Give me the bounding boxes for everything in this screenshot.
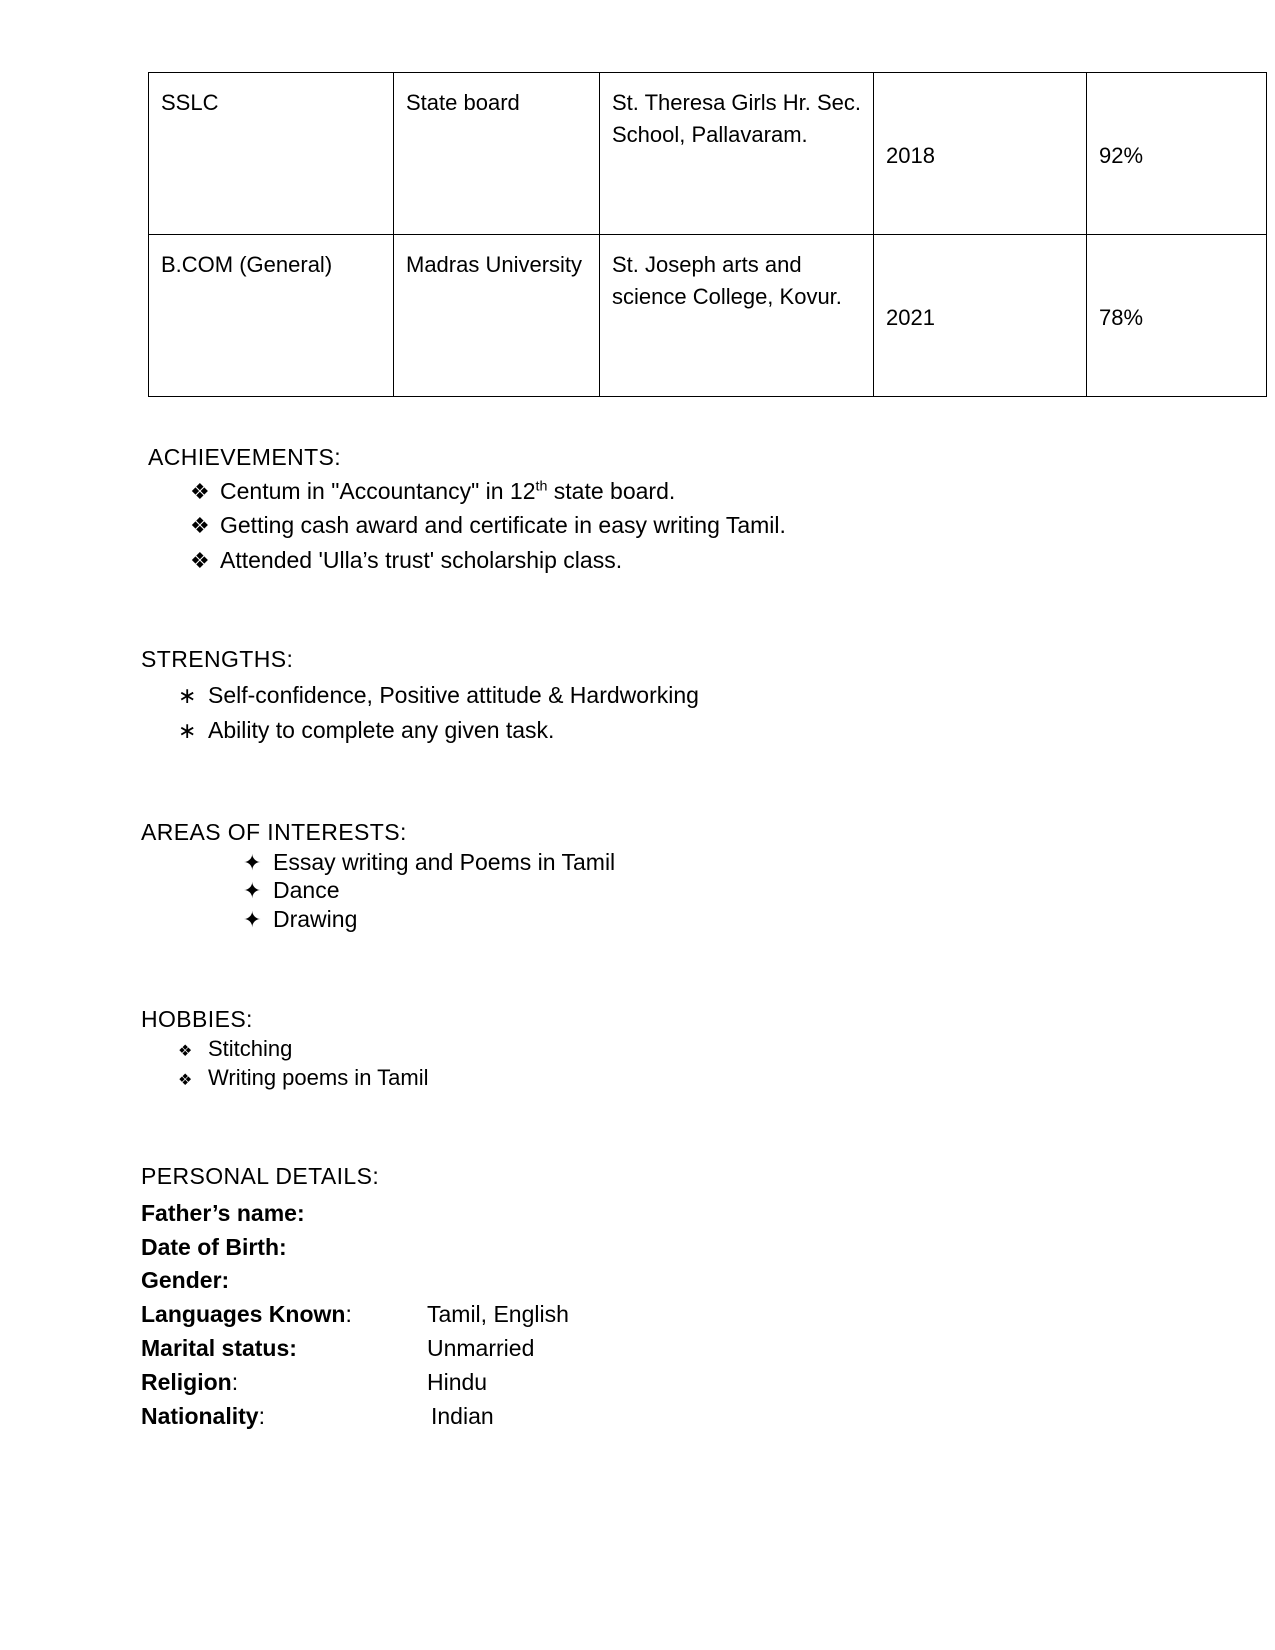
cell-board: State board (394, 73, 600, 235)
interest-text-2: Dance (273, 877, 340, 903)
list-item (243, 877, 339, 904)
list-item (243, 906, 357, 933)
list-item (190, 478, 675, 505)
diamond-bullet-icon: ❖ (190, 513, 210, 538)
cell-percentage: 78% (1087, 235, 1267, 397)
education-table-wrapper (148, 72, 1151, 397)
cell-year: 2018 (874, 73, 1087, 235)
strengths-heading: STRENGTHS: (141, 646, 294, 672)
list-item (178, 682, 699, 709)
label-fathers-name: Father’s name: (141, 1200, 305, 1226)
cell-qualification: B.COM (General) (149, 235, 394, 397)
cell-institution: St. Theresa Girls Hr. Sec. School, Pallavaram. (600, 73, 874, 235)
cell-qualification: SSLC (149, 73, 394, 235)
value-marital-status: Unmarried (427, 1335, 535, 1361)
value-religion: Hindu (427, 1369, 488, 1395)
label-nationality: Nationality (141, 1403, 259, 1429)
personal-detail-row-date-of-birth (141, 1234, 287, 1261)
strength-text-2: Ability to complete any given task. (208, 717, 555, 743)
diamond-bullet-icon: ❖ (190, 548, 210, 573)
personal-details-heading: PERSONAL DETAILS: (141, 1163, 380, 1189)
label-religion: Religion (141, 1369, 232, 1395)
asterisk-bullet-icon: ∗ (178, 718, 197, 743)
diamond-bullet-icon: ❖ (190, 479, 210, 504)
small-diamond-bullet-icon: ❖ (178, 1072, 193, 1089)
cell-year: 2021 (874, 235, 1087, 397)
small-diamond-bullet-icon: ❖ (178, 1043, 193, 1060)
list-item (178, 717, 554, 744)
hobbies-heading: HOBBIES: (141, 1006, 253, 1032)
list-item (178, 1065, 428, 1091)
education-table (148, 72, 1267, 397)
sparkle-bullet-icon: ✦ (243, 907, 262, 932)
achievement-text-3: Attended 'Ulla’s trust' scholarship class. (220, 547, 623, 573)
strength-text-1: Self-confidence, Positive attitude & Hardworking (208, 682, 699, 708)
list-item (178, 1036, 292, 1062)
value-nationality: Indian (431, 1403, 494, 1429)
asterisk-bullet-icon: ∗ (178, 683, 197, 708)
achievement-text-1: Centum in "Accountancy" in 12th state board. (220, 478, 676, 504)
sparkle-bullet-icon: ✦ (243, 850, 262, 875)
personal-detail-row-nationality (141, 1403, 265, 1430)
label-date-of-birth: Date of Birth: (141, 1234, 287, 1260)
personal-detail-row-religion (141, 1369, 238, 1396)
personal-detail-row-languages-known (141, 1301, 352, 1328)
list-item (190, 512, 786, 539)
personal-detail-row-father-name (141, 1200, 305, 1227)
colon-nationality: : (258, 1403, 265, 1429)
superscript-th: th (535, 478, 548, 495)
table-row (149, 235, 1267, 397)
achievement-text-2: Getting cash award and certificate in easy writing Tamil. (220, 512, 786, 538)
cell-percentage: 92% (1087, 73, 1267, 235)
areas-of-interests-heading: AREAS OF INTERESTS: (141, 819, 407, 845)
achievements-heading: ACHIEVEMENTS: (148, 444, 342, 470)
cell-board: Madras University (394, 235, 600, 397)
colon-languages: : (345, 1301, 352, 1327)
cell-institution: St. Joseph arts and science College, Kovur. (600, 235, 874, 397)
interest-text-3: Drawing (273, 906, 358, 932)
table-row (149, 73, 1267, 235)
interest-text-1: Essay writing and Poems in Tamil (273, 849, 616, 875)
personal-detail-row-marital-status (141, 1335, 297, 1362)
list-item (190, 547, 622, 574)
hobby-text-1: Stitching (208, 1036, 293, 1061)
sparkle-bullet-icon: ✦ (243, 878, 262, 903)
value-languages-known: Tamil, English (427, 1301, 569, 1327)
label-marital-status: Marital status: (141, 1335, 297, 1361)
hobby-text-2: Writing poems in Tamil (208, 1065, 429, 1090)
personal-detail-row-gender (141, 1267, 229, 1294)
list-item (243, 849, 615, 876)
label-gender: Gender: (141, 1267, 230, 1293)
colon-religion: : (231, 1369, 239, 1395)
label-languages-known: Languages Known (141, 1301, 346, 1327)
